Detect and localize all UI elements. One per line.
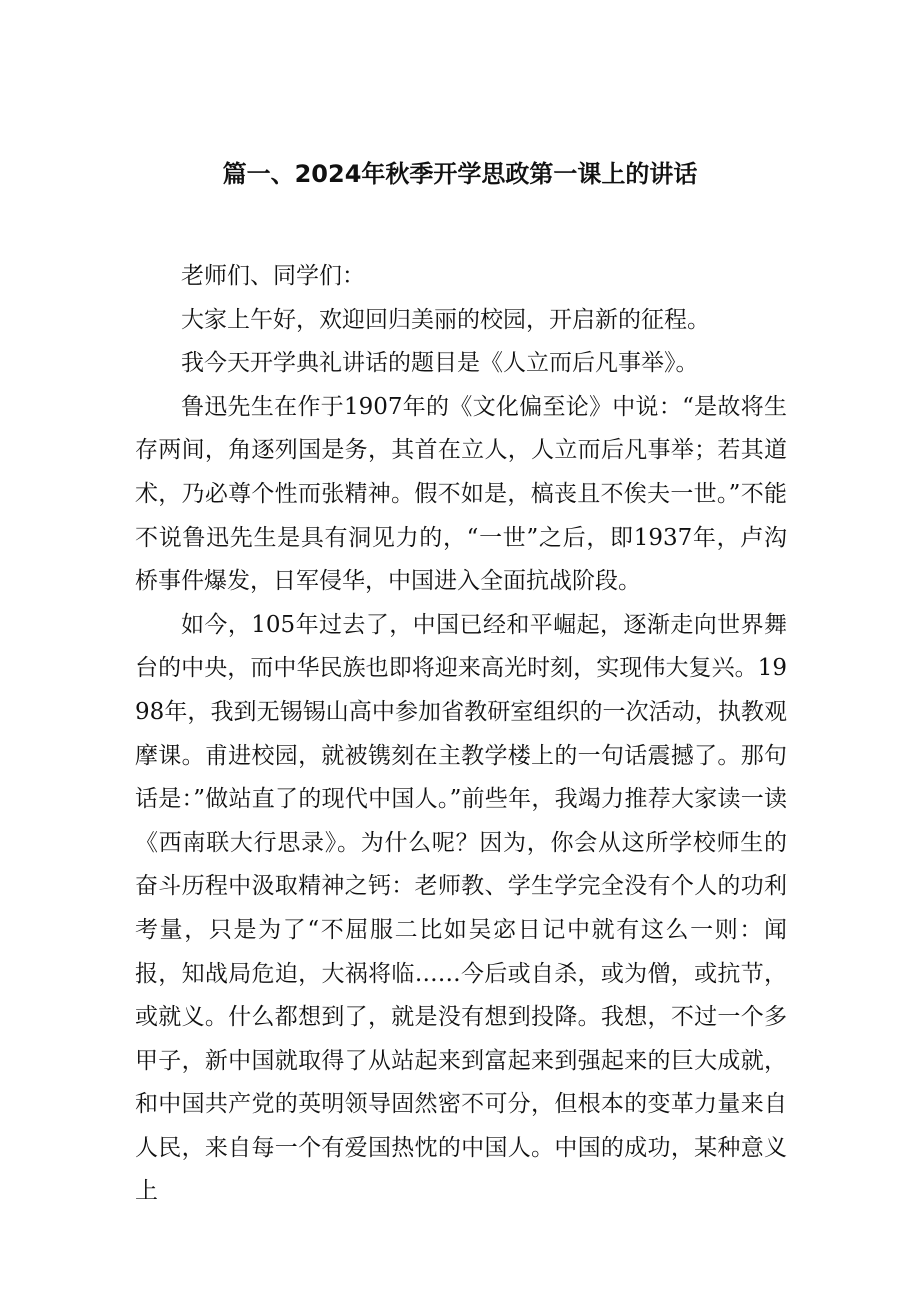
paragraph-luxun-quote: 鲁迅先生在作于1907年的《文化偏至论》中说：“是故将生存两间，角逐列国是务，其首在立人，人立而后凡事举；若其道术，乃必尊个性而张精神。假不如是，槁丧且不俟夫一世。”不能不说鲁迅先生是具有洞见力的，“一世”之后，即1937年，卢沟桥事件爆发，日军侵华，中国进入全面抗战阶段。 [135,393,787,595]
paragraph-salutation: 老师们、同学们： [181,263,365,289]
paragraph-topic: 我今天开学典礼讲话的题目是《人立而后凡事举》。 [181,350,699,377]
paragraph-present-day: 如今，105年过去了，中国已经和平崛起，逐渐走向世界舞台的中央，而中华民族也即将迎来高光时刻，实现伟大复兴。1998年，我到无锡锡山高中参加省教研室组织的一次活动，执教观摩课。甫进校园，就被镌刻在主教学楼上的一句话震撼了。那句话是：”做站直了的现代中国人。”前些年，我竭力推荐大家读一读《西南联大行思录》。为什么呢？因为，你会从这所学校师生的奋斗历程中汲取精神之钙：老师教、学生学完全没有个人的功利考量，只是为了“不屈服二比如吴宓日记中就有这么一则：闻报，知战局危迫，大祸将临……今后或自杀，或为僧，或抗节，或就义。什么都想到了，就是没有想到投降。我想，不过一个多甲子，新中国就取得了从站起来到富起来到强起来的巨大成就，和中国共产党的英明领导固然密不可分，但根本的变革力量来自人民，来自每一个有爱国热忱的中国人。中国的成功，某种意义上 [135,611,787,1205]
paragraph-greeting: 大家上午好，欢迎回归美丽的校园，开启新的征程。 [181,306,710,333]
document-body [135,255,787,1214]
document-title: 篇一、2024年秋季开学思政第一课上的讲话 [222,160,698,188]
